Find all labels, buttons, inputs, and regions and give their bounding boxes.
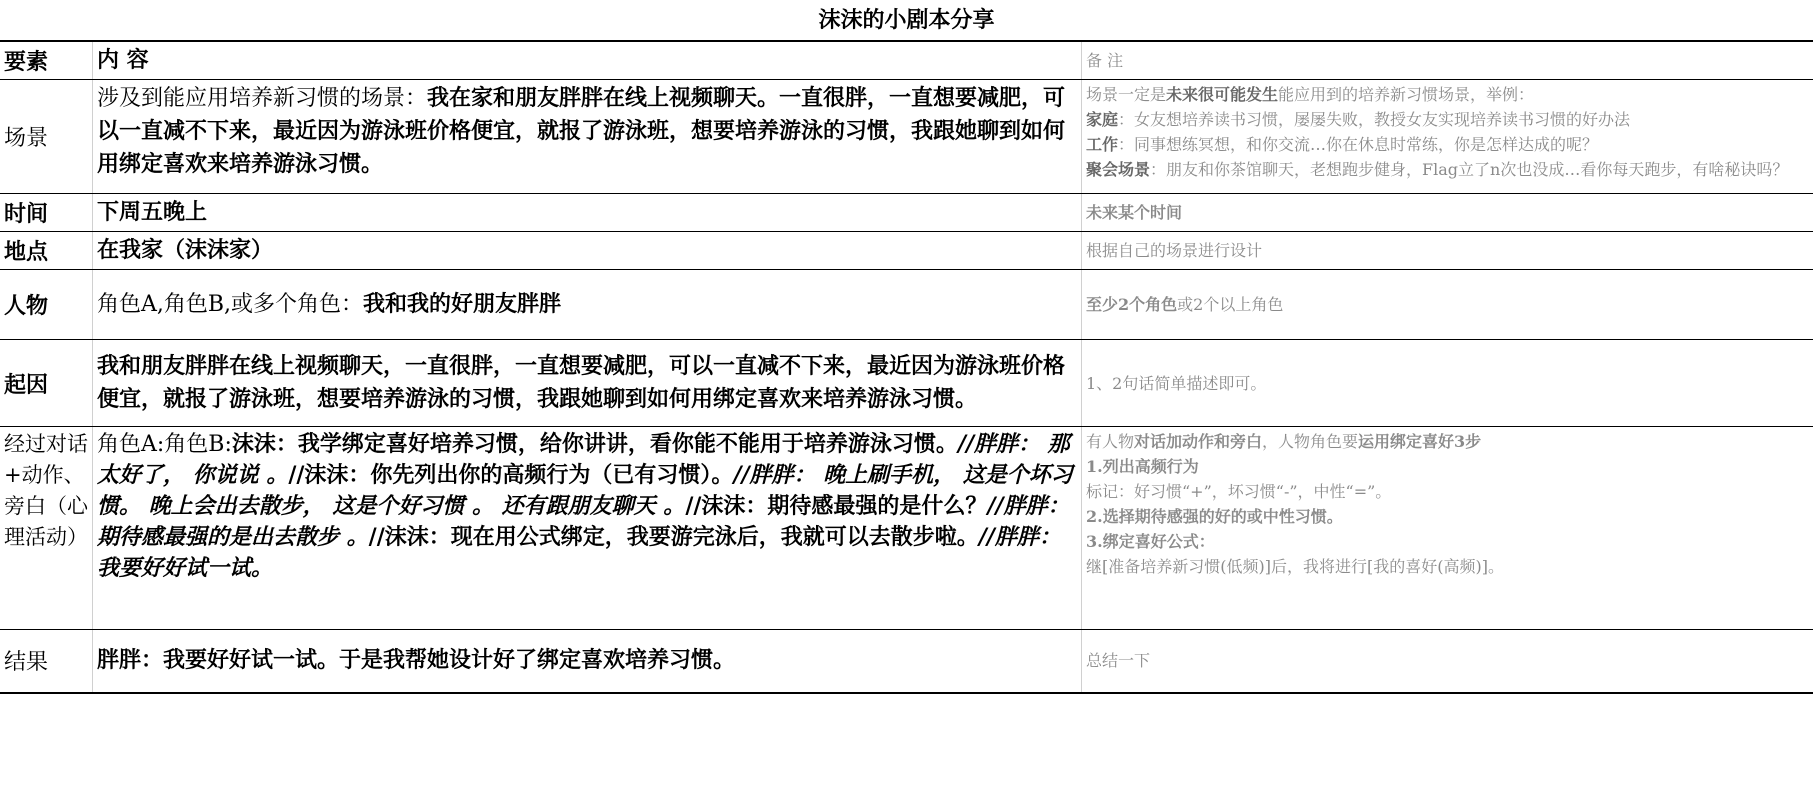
scene-content-main: 我在家和朋友胖胖在线上视频聊天。一直很胖，一直想要减肥，可以一直减不下来，最近因为游泳班价格便宜，就报了游泳班，想要培养游泳的习惯，我跟她聊到如何用绑定喜欢来培养游泳习惯。 (97, 85, 1066, 177)
process-note-line4: 2.选择期待感强的好的或中性习惯。 (1086, 507, 1343, 526)
people-content-main: 我和我的好朋友胖胖 (363, 291, 562, 317)
scene-note-l1a: 场景一定是 (1086, 85, 1167, 104)
result-label: 结果 (0, 630, 93, 693)
process-content (93, 427, 1082, 630)
scene-note (1082, 80, 1813, 194)
row-result (0, 630, 1813, 693)
process-line8: //胖胖： 我要好好试一试。 (97, 524, 1061, 581)
scene-note-line4 (1086, 157, 1809, 182)
header-note: 备 注 (1082, 42, 1813, 80)
scene-note-work: 工作 (1086, 135, 1119, 154)
process-note (1082, 427, 1813, 630)
process-line3: //沫沫：你先列出你的高频行为（已有习惯）。 (288, 462, 734, 488)
scene-note-family-text: ：女友想培养读书习惯，屡屡失败，教授女友实现培养读书习惯的好办法 (1118, 110, 1631, 129)
cause-content: 我和朋友胖胖在线上视频聊天，一直很胖，一直想要减肥，可以一直减不下来，最近因为游泳班价格便宜，就报了游泳班，想要培养游泳的习惯，我跟她聊到如何用绑定喜欢来培养游泳习惯。 (93, 340, 1082, 427)
script-table (0, 42, 1813, 694)
time-content: 下周五晚上 (93, 194, 1082, 232)
process-line2: //胖胖： 那太好了， 你说说 。 (97, 431, 1070, 488)
process-line6: //胖胖： 期待感最强的是出去散步 。 (97, 493, 1070, 550)
process-note-1d: 运用绑定喜好3步 (1358, 432, 1482, 451)
process-note-line6: 继[准备培养新习惯(低频)]后，我将进行[我的喜好(高频)]。 (1086, 557, 1504, 576)
time-note: 未来某个时间 (1082, 194, 1813, 232)
row-place (0, 232, 1813, 270)
row-time (0, 194, 1813, 232)
row-scene (0, 80, 1813, 194)
scene-note-family: 家庭 (1086, 110, 1119, 129)
scene-note-party-text: ：朋友和你茶馆聊天，老想跑步健身，Flag立了n次也没成…看你每天跑步，有啥秘诀吗？ (1150, 160, 1789, 179)
scene-content-prefix: 涉及到能应用培养新习惯的场景： (97, 86, 428, 111)
people-content-prefix: 角色A,角色B,或多个角色： (97, 292, 364, 317)
process-note-line5: 3.绑定喜好公式： (1086, 532, 1215, 551)
process-label: 经过对话+动作、旁白（心理活动） (0, 427, 93, 630)
cause-note: 1、2句话简单描述即可。 (1082, 340, 1813, 427)
people-note-b: 或2个以上角色 (1177, 295, 1284, 314)
row-process (0, 427, 1813, 630)
process-note-1c: ，人物角色要 (1262, 432, 1359, 451)
scene-note-line3 (1086, 132, 1809, 157)
header-content: 内 容 (93, 42, 1082, 80)
time-label: 时间 (0, 194, 93, 232)
process-line4: //胖胖： 晚上刷手机， 这是个坏习惯。 晚上会出去散步， 这是个好习惯 。 还有跟朋友聊天 。 (97, 462, 1073, 519)
process-line1: 沫沫：我学绑定喜好培养习惯，给你讲讲，看你能不能用于培养游泳习惯。 (231, 431, 958, 457)
cause-label: 起因 (0, 340, 93, 427)
process-note-1b: 对话加动作和旁白 (1134, 432, 1263, 451)
process-line7: //沫沫：现在用公式绑定，我要游完泳后，我就可以去散步啦。 (368, 524, 979, 550)
scene-note-work-text: ：同事想练冥想，和你交流…你在休息时常练，你是怎样达成的呢？ (1118, 135, 1599, 154)
place-note: 根据自己的场景进行设计 (1082, 232, 1813, 270)
result-content: 胖胖：我要好好试一试。于是我帮她设计好了绑定喜欢培养习惯。 (93, 630, 1082, 693)
row-people (0, 270, 1813, 340)
process-note-line1 (1086, 429, 1809, 454)
scene-note-l1c: 能应用到的培养新习惯场景，举例： (1278, 85, 1535, 104)
people-note (1082, 270, 1813, 340)
people-content (93, 270, 1082, 340)
scene-content (93, 80, 1082, 194)
header-row (0, 42, 1813, 80)
result-note: 总结一下 (1082, 630, 1813, 693)
process-prefix: 角色A:角色B: (97, 432, 232, 457)
scene-note-line1 (1086, 82, 1809, 107)
place-content: 在我家（沫沫家） (93, 232, 1082, 270)
place-label: 地点 (0, 232, 93, 270)
sheet-title: 沫沫的小剧本分享 (0, 0, 1813, 42)
process-note-line3: 标记：好习惯“+”，坏习惯“-”，中性“=”。 (1086, 482, 1392, 501)
scene-note-line2 (1086, 107, 1809, 132)
scene-label: 场景 (0, 80, 93, 194)
people-note-a: 至少2个角色 (1086, 295, 1178, 314)
process-line5: //沫沫：期待感最强的是什么？ (685, 493, 988, 519)
scene-note-l1b: 未来很可能发生 (1166, 85, 1279, 104)
people-label: 人物 (0, 270, 93, 340)
process-note-1a: 有人物 (1086, 432, 1135, 451)
scene-note-party: 聚会场景 (1086, 160, 1151, 179)
process-note-line2: 1.列出高频行为 (1086, 457, 1199, 476)
header-element: 要素 (0, 42, 93, 80)
row-cause (0, 340, 1813, 427)
